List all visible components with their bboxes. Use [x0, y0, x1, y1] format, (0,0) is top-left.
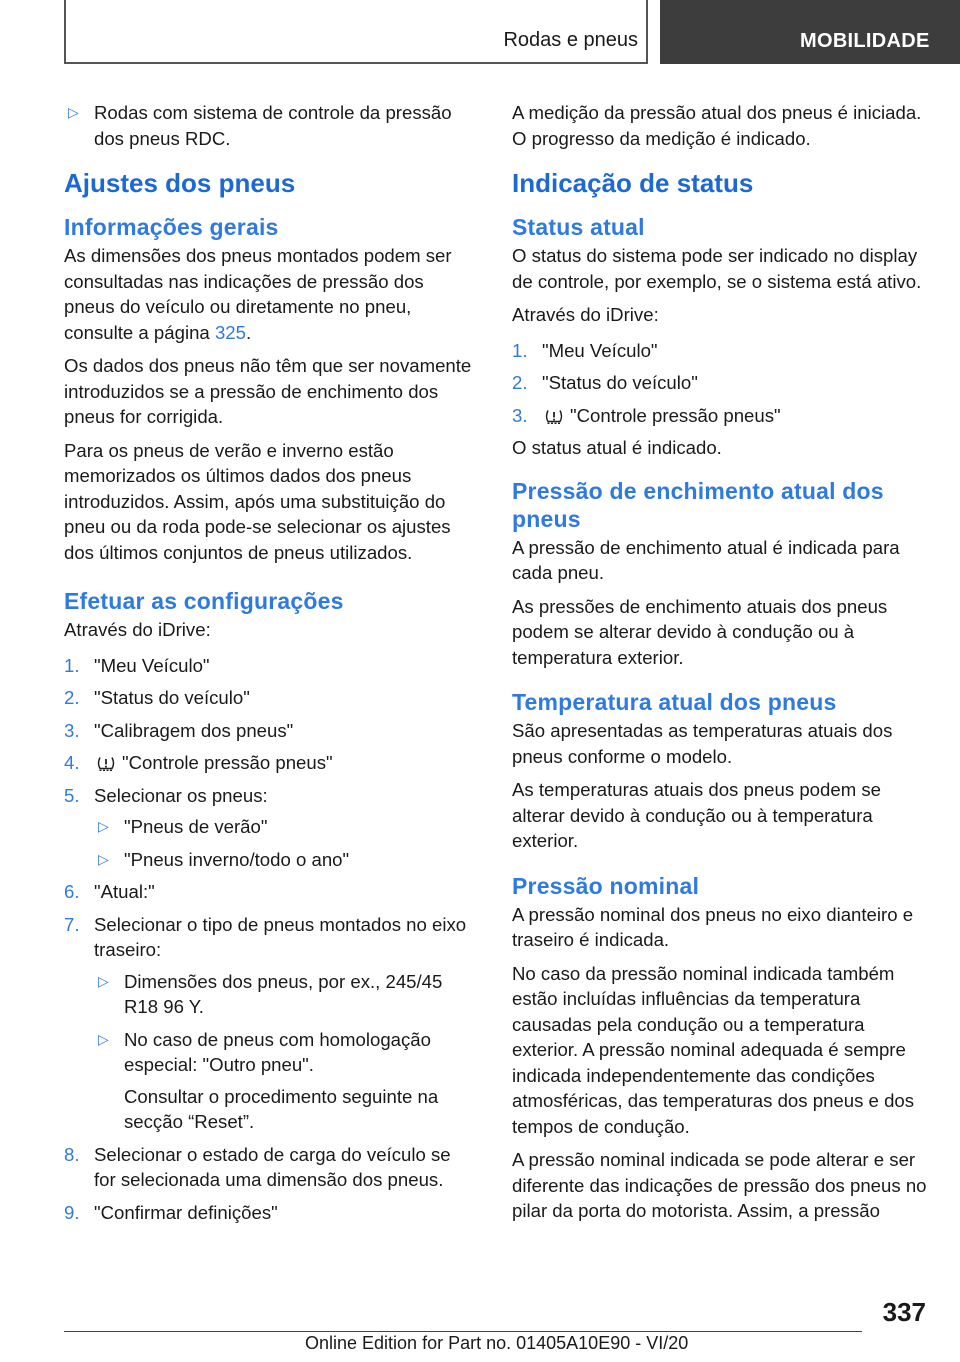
- settings-steps: [64, 653, 476, 1226]
- left-column: [64, 100, 476, 1232]
- triangle-right-icon: ▷: [68, 104, 79, 120]
- sub-list: [94, 814, 476, 872]
- paragraph: O status atual é indicado.: [512, 437, 722, 458]
- heading-ajustes: Ajustes dos pneus: [64, 168, 296, 198]
- heading-temperatura: Temperatura atual dos pneus: [512, 689, 837, 715]
- heading-pressao-nominal: Pressão nominal: [512, 872, 700, 899]
- right-column: [512, 100, 932, 1232]
- paragraph: Através do iDrive:: [64, 619, 211, 640]
- list-item: 1. "Meu Veículo": [64, 654, 210, 676]
- footer-edition: Online Edition for Part no. 01405A10E90 - VI/20: [305, 1333, 689, 1353]
- triangle-right-icon: ▷: [98, 972, 109, 989]
- paragraph: São apresentadas as temperaturas atuais dos pneus conforme o modelo.: [512, 720, 893, 767]
- paragraph: As pressões de enchimento atuais dos pneus podem se alterar devido à condução ou à temperatura exterior.: [512, 595, 888, 668]
- paragraph: As dimensões dos pneus montados podem ser consultadas nas indicações de pressão dos pneus do veículo ou diretamente no pneu, consulte a página 325.: [64, 245, 452, 343]
- paragraph: As temperaturas atuais dos pneus podem se alterar devido à condução ou à temperatura exterior.: [512, 779, 881, 851]
- heading-informacoes: Informações gerais: [64, 214, 279, 240]
- paragraph: A pressão de enchimento atual é indicada para cada pneu.: [512, 536, 900, 583]
- list-item: 2. "Status do veículo": [512, 372, 698, 393]
- tire-pressure-warning-icon: [96, 756, 116, 771]
- list-item: 9. "Confirmar definições": [64, 1201, 278, 1223]
- list-item: 4. "Controle pressão pneus": [64, 752, 333, 773]
- page-link[interactable]: 325: [214, 321, 246, 343]
- paragraph: No caso da pressão nominal indicada também estão incluídas influências da temperatura causadas pela condução ou a temperatura exterior. A pressão nominal adequada é sempre indicada independentemente das condições atmosféricas, das temperaturas dos pneus e dos tempos de condução.: [512, 962, 915, 1137]
- triangle-right-icon: ▷: [98, 818, 109, 834]
- paragraph: A medição da pressão atual dos pneus é iniciada. O progresso da medição é indicado.: [512, 102, 922, 149]
- list-item: 5. Selecionar os pneus: ▷ "Pneus de verão" ▷ "Pneus inverno/todo o ano": [64, 783, 476, 873]
- chapter-tab: MOBILIDADE: [660, 0, 960, 64]
- tire-pressure-warning-icon: [544, 409, 564, 424]
- paragraph: Os dados dos pneus não têm que ser novamente introduzidos se a pressão de enchimento dos pneus for corrigida.: [64, 355, 472, 427]
- page-number: 337: [882, 1297, 926, 1327]
- heading-status-atual: Status atual: [512, 214, 645, 240]
- paragraph: Para os pneus de verão e inverno estão memorizados os últimos dados dos pneus introduzidos. Assim, após uma substituição do pneu ou da roda pode-se selecionar os ajustes dos últimos conjuntos de pneus utilizados.: [64, 439, 451, 563]
- list-item: ▷ "Pneus de verão": [94, 814, 476, 840]
- continuation-text: Consultar o procedimento seguinte na secção “Reset”.: [124, 1085, 439, 1132]
- list-item: 7. Selecionar o tipo de pneus montados no eixo traseiro: ▷ Dimensões dos pneus, por ex., 245/45 R18 96 Y. ▷ No caso de pneus com homologação especial: "Outro pneu". Consultar o procedimento seguinte na secção “Reset”.: [64, 912, 476, 1135]
- triangle-right-icon: ▷: [98, 1030, 109, 1047]
- heading-indicacao: Indicação de status: [512, 168, 754, 198]
- list-item: 3. "Calibragem dos pneus": [64, 719, 294, 741]
- list-item: 1. "Meu Veículo": [512, 339, 658, 361]
- heading-pressao-atual: Pressão de enchimento atual dos pneus: [512, 477, 884, 532]
- list-item: ▷ Dimensões dos pneus, por ex., 245/45 R18 96 Y.: [98, 970, 443, 1017]
- triangle-right-icon: ▷: [98, 850, 109, 867]
- section-title: Rodas e pneus: [503, 29, 638, 51]
- list-item: 3. "Controle pressão pneus": [512, 404, 781, 426]
- heading-efetuar: Efetuar as configurações: [64, 588, 344, 614]
- list-item: ▷ No caso de pneus com homologação especial: "Outro pneu". Consultar o procedimento seguinte na secção “Reset”.: [94, 1027, 476, 1135]
- paragraph: A pressão nominal dos pneus no eixo dianteiro e traseiro é indicada.: [512, 903, 914, 950]
- list-item: 8. Selecionar o estado de carga do veículo se for selecionada uma dimensão dos pneus.: [64, 1143, 451, 1190]
- paragraph: O status do sistema pode ser indicado no display de controle, por exemplo, se o sistema está ativo.: [512, 245, 922, 292]
- list-item: ▷ Rodas com sistema de controle da pressão dos pneus RDC.: [68, 102, 452, 149]
- list-item: 2. "Status do veículo": [64, 687, 250, 708]
- footer-divider: [64, 1331, 862, 1332]
- status-steps: [512, 338, 932, 429]
- list-item: 6. "Atual:": [64, 881, 155, 902]
- paragraph: A pressão nominal indicada se pode alterar e ser diferente das indicações de pressão dos pneus no pilar da porta do motorista. Assim, a pressão: [512, 1149, 927, 1221]
- intro-list: [64, 100, 476, 151]
- paragraph: Através do iDrive:: [512, 304, 659, 325]
- list-item: ▷ "Pneus inverno/todo o ano": [94, 847, 476, 873]
- sub-list: [94, 969, 476, 1135]
- header-frame: [64, 0, 648, 64]
